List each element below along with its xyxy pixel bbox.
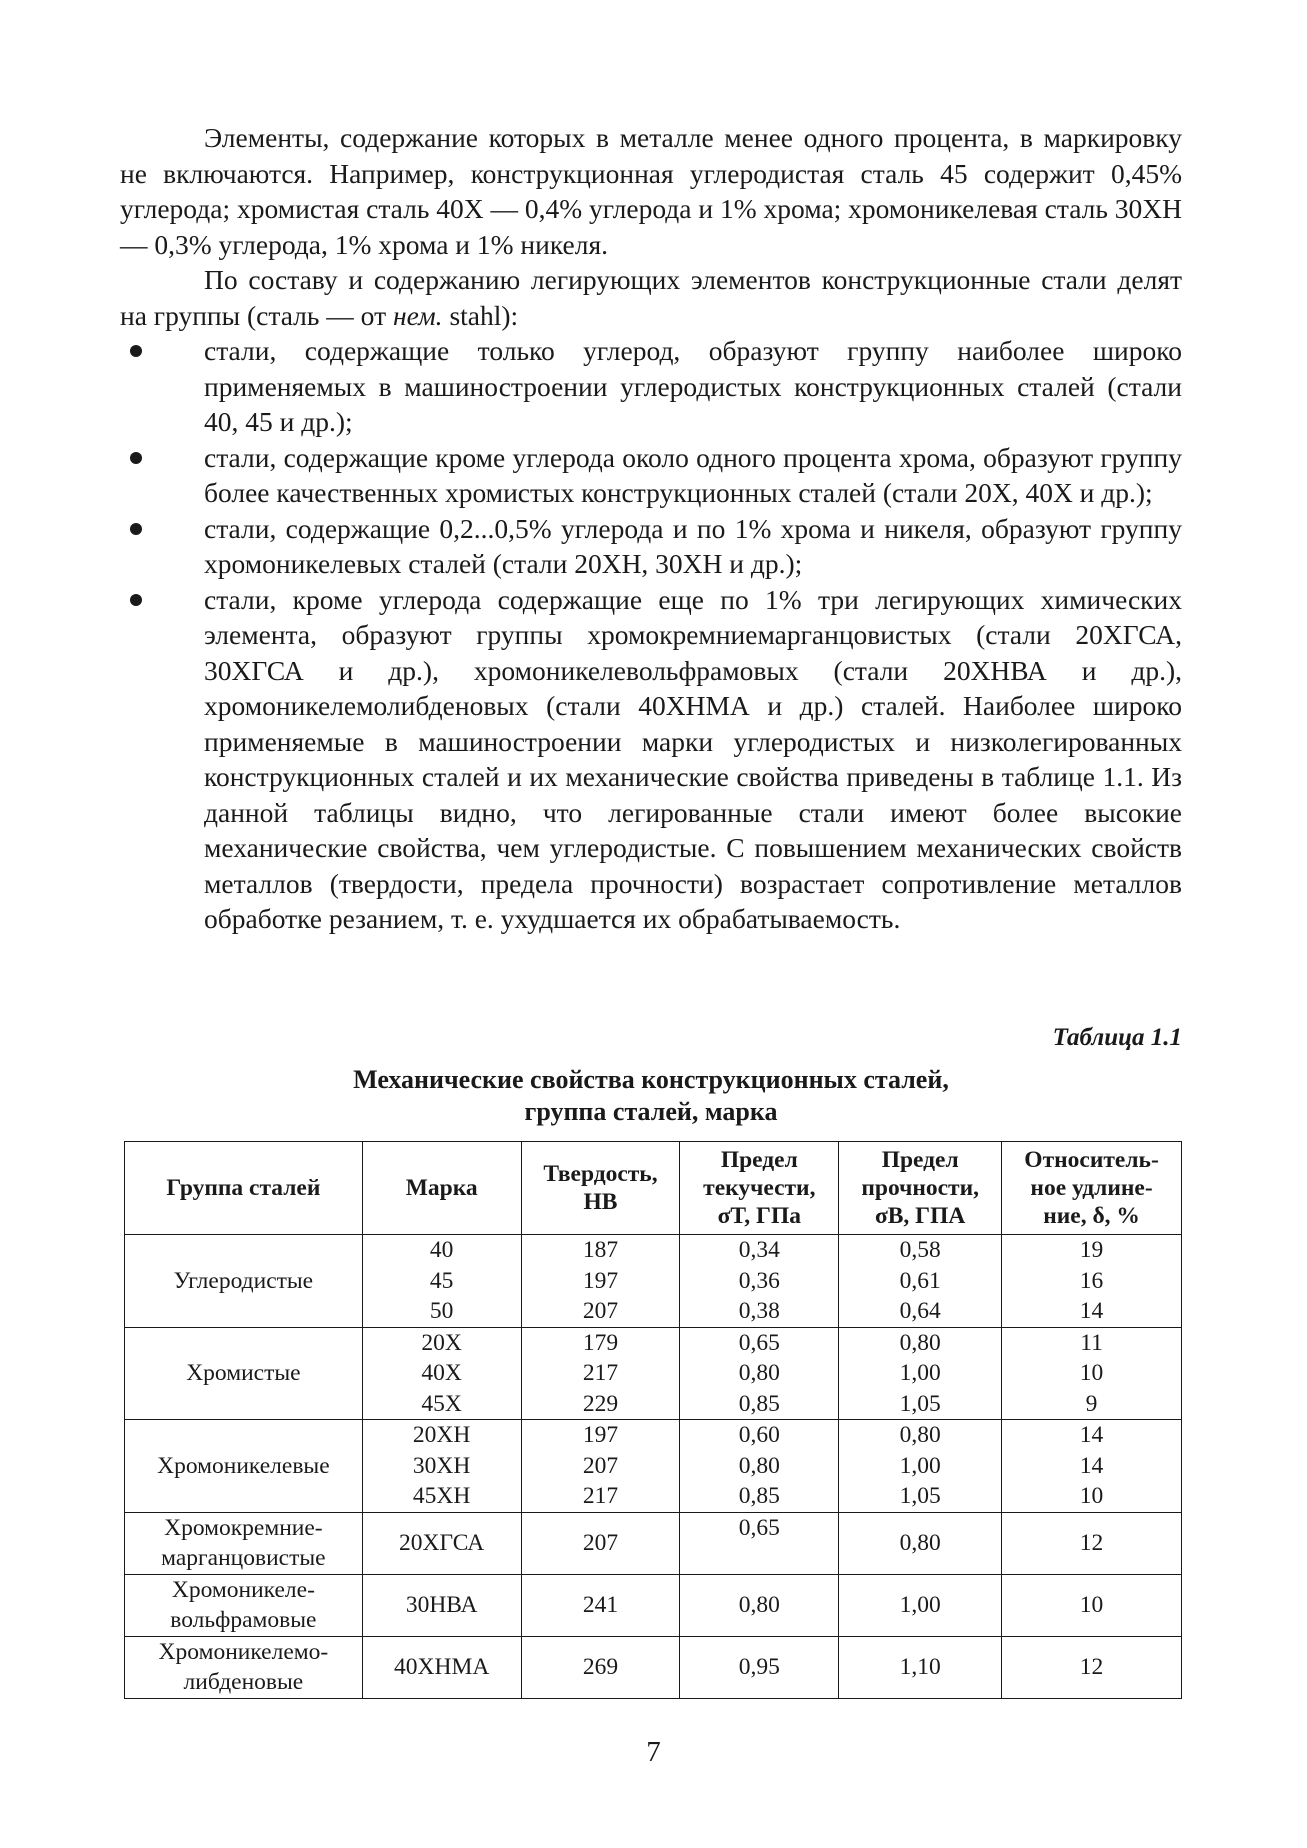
group-name-cell [125,1636,363,1698]
cell-value: 10 [1079,1360,1104,1386]
mechanical-properties-table [124,1141,1182,1699]
group-name-cell: Углеродистые [125,1235,363,1328]
bullet-icon [130,523,142,535]
cell-value: 0,80 [899,1422,941,1448]
cell-value: Хромоникеле- [171,1576,315,1603]
cell-value: вольфрамовые [170,1607,317,1633]
header-text: Предел [881,1147,959,1173]
cell-value: 197 [582,1422,619,1448]
cell-value: 207 [582,1298,619,1324]
cell-value: 40Х [421,1360,462,1386]
cell-value: 1,05 [899,1390,941,1417]
list-item-text: стали, содержащие кроме углерода около одного процента хрома, образуют группу более качественных хромистых конструкционных сталей (стали 20Х, 40Х и др.); [204,441,1182,508]
header-text: текучести, [703,1175,816,1201]
cell-value: 14 [1079,1298,1104,1324]
yield-cell [680,1235,839,1328]
hardness-cell [521,1327,680,1420]
strength-cell: 1,00 [839,1574,1002,1636]
cell-value: 217 [582,1483,619,1509]
cell-value: 0,80 [899,1329,941,1356]
hardness-cell: 241 [521,1574,680,1636]
cell-value: 30ХН [412,1452,471,1479]
bullet-icon [130,452,142,464]
header-strength [839,1142,1002,1235]
cell-value: 45ХН [412,1483,471,1509]
strength-cell [839,1420,1002,1513]
body-text [120,120,1182,937]
group-name-cell: Хромистые [125,1327,363,1420]
mark-cell [362,1420,521,1513]
page-number: 7 [646,1736,661,1768]
strength-cell [839,1327,1002,1420]
cell-value: 1,00 [899,1360,941,1386]
table-title-line: Механические свойства конструкционных сталей, [353,1065,949,1094]
list-item-text: стали, кроме углерода содержащие еще по 1% три легирующих химических элемента, образуют группы хромокремниемарганцовистых (стали 20ХГСА, 30ХГСА и др.), хромоникелевольфрамовых (стали 20ХНВА и др.), хромоникелемолибденовых (стали 40ХНМА и др.) сталей. Наиболее широко применяемые в машиностроении марки углеродистых и низколегированных конструкционных сталей и их механические свойства приведены в таблице 1.1. Из данной таблицы видно, что легированные стали имеют более высокие механические свойства, чем углеродистые. С повышением механических свойств металлов (твердости, предела прочности) возрастает сопротивление металлов обработке резанием, т. е. ухудшается их обрабатываемость. [204,583,1182,934]
paragraph-groups-intro-end: stahl): [442,299,519,331]
header-elongation [1002,1142,1182,1235]
header-text: ное удлине- [1030,1175,1153,1201]
paragraph-groups-intro [120,262,1182,333]
header-text: σB, ГПА [874,1203,966,1229]
paragraph-marking: Элементы, содержание которых в металле менее одного процента, в маркировку не включаются. Например, конструкционная углеродистая сталь 45 содержит 0,45% углерода; хромистая сталь 40Х — 0,4% углерода и 1% хрома; хромоникелевая сталь 30ХН — 0,3% углерода, 1% хрома и 1% никеля. [120,122,1182,260]
group-name-cell [125,1574,363,1636]
hardness-cell [521,1235,680,1328]
table-title [120,1064,1182,1128]
cell-value: 0,36 [738,1267,780,1294]
strength-cell: 0,80 [839,1512,1002,1574]
elongation-cell: 12 [1002,1636,1182,1698]
cell-value: 0,85 [738,1483,780,1509]
group-name-cell: Хромоникелевые [125,1420,363,1513]
table-row [125,1420,1182,1513]
strength-cell: 1,10 [839,1636,1002,1698]
cell-value: 0,34 [738,1237,780,1263]
table-row [125,1512,1182,1574]
cell-value: 19 [1079,1237,1104,1263]
header-text: Предел [720,1147,798,1173]
cell-value: 229 [582,1390,619,1417]
cell-value: марганцовистые [161,1545,326,1571]
cell-value: 0,61 [899,1267,941,1294]
yield-cell [680,1327,839,1420]
cell-value: 14 [1079,1422,1104,1448]
mark-cell [362,1235,521,1328]
cell-value: 197 [582,1267,619,1294]
cell-value: 187 [582,1237,619,1263]
cell-value: 1,00 [899,1452,941,1479]
yield-cell: 0,80 [680,1574,839,1636]
mark-cell: 30НВА [362,1574,521,1636]
cell-value: 20ХН [412,1422,471,1448]
list-item-chromium-nickel-steels [120,511,1182,582]
paragraph-groups-intro-italic: нем. [392,299,443,331]
header-text: прочности, [861,1175,980,1201]
cell-value: либденовые [183,1669,304,1695]
list-item-text: стали, содержащие только углерод, образуют группу наиболее широко применяемых в машиностроении углеродистых конструкционных сталей (стали 40, 45 и др.); [204,335,1182,437]
elongation-cell [1002,1420,1182,1513]
cell-value: 0,80 [738,1360,780,1386]
yield-cell [680,1420,839,1513]
header-text: ние, δ, % [1043,1203,1140,1229]
steel-groups-list [120,333,1182,937]
cell-value: 0,58 [899,1237,941,1263]
cell-value: Хромоникелемо- [158,1638,329,1665]
table-header-row [125,1142,1182,1235]
paragraph-groups-intro-start: По составу и содержанию легирующих элементов конструкционные стали делят на группы (сталь — от [120,264,1182,331]
elongation-cell [1002,1235,1182,1328]
header-group: Группа сталей [125,1142,363,1235]
elongation-cell: 10 [1002,1574,1182,1636]
table-row [125,1636,1182,1698]
cell-value: 0,60 [738,1422,780,1448]
yield-cell: 0,95 [680,1636,839,1698]
bullet-icon [130,345,142,357]
cell-value: 45Х [421,1390,462,1417]
cell-value: 20Х [421,1329,462,1356]
mark-cell: 20ХГСА [362,1512,521,1574]
cell-value: 0,80 [738,1452,780,1479]
mark-cell: 40ХНМА [362,1636,521,1698]
header-hardness [521,1142,680,1235]
table-row [125,1235,1182,1328]
header-text: σT, ГПа [717,1203,802,1229]
table-row [125,1327,1182,1420]
header-text: Относитель- [1024,1147,1159,1173]
mark-cell [362,1327,521,1420]
strength-cell [839,1235,1002,1328]
cell-value: 217 [582,1360,619,1386]
header-yield [680,1142,839,1235]
list-item-carbon-steels [120,333,1182,440]
cell-value: 45 [429,1267,454,1294]
group-name-cell [125,1512,363,1574]
cell-value: 207 [582,1452,619,1479]
table-caption: Таблица 1.1 [1052,1024,1182,1051]
hardness-cell: 207 [521,1512,680,1574]
cell-value: 50 [429,1298,454,1324]
header-mark: Марка [362,1142,521,1235]
table-title-line: группа сталей, марка [524,1097,778,1126]
cell-value: 0,65 [738,1329,780,1356]
cell-value: 14 [1079,1452,1104,1479]
yield-cell: 0,65 [680,1512,839,1574]
cell-value: 0,38 [738,1298,780,1324]
header-text: Твердость, [543,1161,658,1187]
cell-value: 9 [1085,1390,1098,1417]
cell-value: 1,05 [899,1483,941,1509]
header-text: НВ [583,1189,618,1215]
cell-value: 16 [1079,1267,1104,1294]
cell-value: 11 [1080,1329,1103,1356]
elongation-cell: 12 [1002,1512,1182,1574]
cell-value: 10 [1079,1483,1104,1509]
hardness-cell: 269 [521,1636,680,1698]
cell-value: 0,64 [899,1298,941,1324]
table-row [125,1574,1182,1636]
elongation-cell [1002,1327,1182,1420]
list-item-complex-alloy-steels [120,582,1182,937]
list-item-text: стали, содержащие 0,2...0,5% углерода и по 1% хрома и никеля, образуют группу хромоникелевых сталей (стали 20ХН, 30ХН и др.); [204,512,1182,579]
cell-value: 40 [429,1237,454,1263]
cell-value: 179 [582,1329,619,1356]
cell-value: 0,85 [738,1390,780,1417]
bullet-icon [130,594,142,606]
cell-value: Хромокремние- [164,1514,323,1541]
list-item-chromium-steels [120,440,1182,511]
hardness-cell [521,1420,680,1513]
